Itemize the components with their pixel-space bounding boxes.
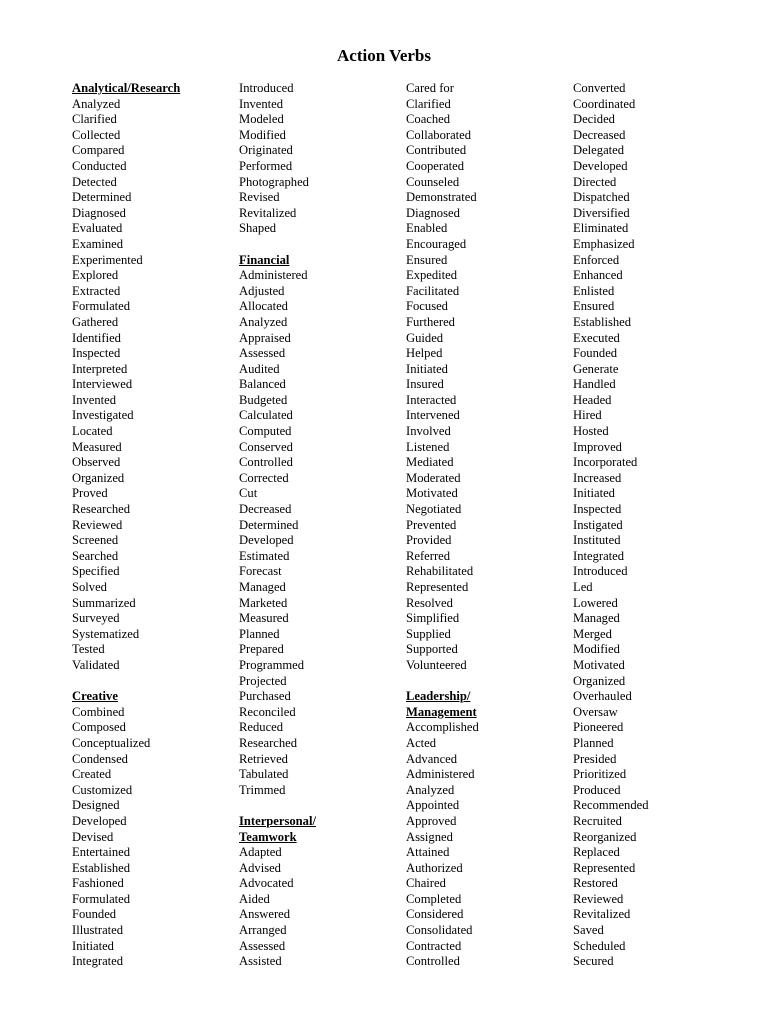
verb-item: Enlisted [573, 283, 615, 298]
verb-item: Completed [406, 891, 462, 906]
verb-item: Represented [573, 860, 636, 875]
verb-item: Consolidated [406, 923, 473, 938]
verb-item: Solved [72, 580, 107, 594]
verb-item: Initiated [573, 486, 615, 501]
verb-item: Revitalized [573, 907, 631, 922]
verb-item: Chaired [406, 876, 446, 891]
verb-item: Modeled [239, 112, 284, 127]
section-spacer [239, 798, 414, 814]
verb-item: Ensured [573, 299, 615, 314]
verb-item: Enabled [406, 221, 448, 236]
verb-item: Enhanced [573, 268, 623, 283]
verb-item: Demonstrated [406, 190, 477, 205]
section-heading: Teamwork [239, 829, 297, 844]
verb-item: Summarized [72, 595, 136, 610]
verb-item: Forecast [239, 564, 282, 579]
verb-item: Illustrated [72, 923, 124, 938]
verb-item: Searched [72, 548, 119, 563]
verb-item: Furthered [406, 314, 455, 329]
verb-item: Prepared [239, 642, 284, 657]
verb-item: Volunteered [406, 657, 467, 672]
verb-item: Planned [573, 735, 614, 750]
verb-item: Examined [72, 236, 124, 251]
verb-item: Advised [239, 860, 281, 875]
section-heading: Leadership/ [406, 689, 471, 704]
verb-item: Tested [72, 642, 105, 657]
verb-item: Administered [239, 268, 308, 283]
verb-item: Generate [573, 361, 619, 376]
verb-item: Scheduled [573, 938, 626, 953]
verb-item: Improved [573, 439, 622, 454]
verb-item: Projected [239, 673, 287, 688]
verb-item: Decreased [573, 127, 626, 142]
verb-item: Entertained [72, 845, 131, 860]
verb-item: Incorporated [573, 455, 638, 470]
verb-item: Located [72, 424, 113, 439]
verb-item: Researched [72, 502, 131, 517]
section-heading: Creative [72, 689, 118, 704]
verb-item: Introduced [239, 81, 294, 95]
verb-item: Moderated [406, 470, 461, 485]
verb-item: Executed [573, 330, 620, 345]
verb-item: Programmed [239, 657, 305, 672]
verb-item: Analyzed [239, 314, 288, 329]
verb-item: Overhauled [573, 689, 632, 704]
verb-item: Purchased [239, 689, 291, 704]
verb-item: Cared for [406, 81, 454, 95]
verb-item: Handled [573, 377, 616, 392]
verb-item: Controlled [239, 455, 293, 470]
verb-item: Determined [239, 517, 299, 532]
verb-item: Focused [406, 299, 448, 314]
verb-item: Controlled [406, 954, 460, 969]
verb-item: Founded [72, 907, 117, 922]
verb-item: Identified [72, 330, 121, 345]
verb-item: Photographed [239, 174, 309, 189]
verb-item: Converted [573, 81, 626, 95]
verb-item: Appraised [239, 330, 291, 345]
verb-item: Hired [573, 408, 602, 423]
verb-item: Diagnosed [72, 205, 126, 220]
verb-item: Assessed [239, 938, 286, 953]
verb-item: Decreased [239, 502, 292, 517]
verb-item: Mediated [406, 455, 454, 470]
verb-item: Adapted [239, 845, 282, 860]
verb-item: Initiated [406, 361, 448, 376]
verb-item: Contracted [406, 938, 462, 953]
verb-item: Cooperated [406, 158, 465, 173]
verb-item: Clarified [72, 112, 117, 127]
verb-item: Headed [573, 392, 612, 407]
verb-item: Clarified [406, 96, 451, 111]
verb-item: Shaped [239, 221, 277, 236]
verb-item: Observed [72, 455, 121, 470]
verb-item: Supported [406, 642, 458, 657]
verb-item: Motivated [406, 486, 458, 501]
verb-item: Provided [406, 533, 452, 548]
verb-item: Prioritized [573, 767, 627, 782]
verb-item: Coached [406, 112, 451, 127]
verb-item: Simplified [406, 611, 460, 626]
section-spacer [72, 674, 247, 690]
verb-item: Involved [406, 424, 451, 439]
verb-item: Eliminated [573, 221, 629, 236]
verb-item: Balanced [239, 377, 286, 392]
verb-item: Cut [239, 486, 258, 501]
verb-item: Calculated [239, 408, 293, 423]
verb-item: Analyzed [72, 96, 121, 111]
verb-item: Integrated [573, 548, 625, 563]
verb-item: Validated [72, 657, 120, 672]
verb-item: Advocated [239, 876, 294, 891]
verb-item: Fashioned [72, 876, 124, 891]
verb-item: Pioneered [573, 720, 624, 735]
verb-item: Developed [239, 533, 294, 548]
verb-item: Produced [573, 782, 621, 797]
verb-item: Evaluated [72, 221, 123, 236]
verb-item: Explored [72, 268, 119, 283]
verb-item: Enforced [573, 252, 620, 267]
verb-item: Diversified [573, 205, 630, 220]
verb-column-2 [239, 81, 414, 970]
verb-item: Planned [239, 626, 280, 641]
verb-item: Tabulated [239, 767, 289, 782]
verb-item: Interviewed [72, 377, 133, 392]
verb-item: Invented [239, 96, 284, 111]
verb-item: Devised [72, 829, 114, 844]
verb-item: Inspected [573, 502, 622, 517]
verb-item: Screened [72, 533, 119, 548]
verb-item: Conducted [72, 158, 127, 173]
verb-item: Recommended [573, 798, 649, 813]
verb-item: Intervened [406, 408, 460, 423]
verb-item: Surveyed [72, 611, 120, 626]
verb-item: Delegated [573, 143, 625, 158]
verb-item: Approved [406, 813, 457, 828]
verb-item: Dispatched [573, 190, 630, 205]
verb-item: Combined [72, 704, 125, 719]
verb-item: Introduced [573, 564, 628, 579]
verb-item: Attained [406, 845, 450, 860]
verb-item: Administered [406, 767, 475, 782]
verb-item: Modified [573, 642, 620, 657]
verb-item: Negotiated [406, 502, 462, 517]
verb-item: Instigated [573, 517, 623, 532]
verb-item: Instituted [573, 533, 621, 548]
verb-item: Motivated [573, 657, 625, 672]
section-spacer [406, 674, 581, 690]
verb-item: Retrieved [239, 751, 288, 766]
verb-item: Extracted [72, 283, 121, 298]
verb-item: Coordinated [573, 96, 636, 111]
verb-item: Estimated [239, 548, 290, 563]
verb-item: Arranged [239, 923, 287, 938]
verb-item: Helped [406, 346, 443, 361]
verb-item: Replaced [573, 845, 620, 860]
verb-column-3 [406, 81, 581, 970]
verb-item: Represented [406, 580, 469, 594]
verb-item: Reconciled [239, 704, 296, 719]
verb-item: Analyzed [406, 782, 455, 797]
verb-item: Accomplished [406, 720, 479, 735]
verb-item: Secured [573, 954, 614, 969]
verb-item: Aided [239, 891, 270, 906]
section-heading: Management [406, 704, 477, 719]
verb-item: Directed [573, 174, 617, 189]
verb-item: Adjusted [239, 283, 285, 298]
verb-item: Trimmed [239, 782, 286, 797]
verb-item: Merged [573, 626, 612, 641]
verb-item: Restored [573, 876, 618, 891]
verb-item: Conceptualized [72, 735, 151, 750]
verb-item: Prevented [406, 517, 457, 532]
verb-item: Proved [72, 486, 108, 501]
verb-item: Revised [239, 190, 280, 205]
verb-item: Recruited [573, 813, 622, 828]
verb-item: Led [573, 580, 593, 594]
verb-item: Reorganized [573, 829, 637, 844]
verb-item: Originated [239, 143, 293, 158]
verb-item: Invented [72, 392, 117, 407]
verb-item: Presided [573, 751, 617, 766]
verb-column-1 [72, 81, 247, 970]
verb-item: Conserved [239, 439, 293, 454]
section-spacer [239, 237, 414, 253]
verb-item: Organized [573, 673, 626, 688]
verb-item: Authorized [406, 860, 463, 875]
verb-item: Reduced [239, 720, 284, 735]
verb-item: Experimented [72, 252, 143, 267]
verb-item: Specified [72, 564, 120, 579]
verb-item: Assigned [406, 829, 453, 844]
section-heading: Analytical/Research [72, 81, 181, 95]
verb-item: Ensured [406, 252, 448, 267]
verb-item: Modified [239, 127, 286, 142]
verb-item: Listened [406, 439, 450, 454]
verb-item: Insured [406, 377, 444, 392]
verb-item: Measured [239, 611, 289, 626]
verb-item: Developed [573, 158, 628, 173]
verb-item: Emphasized [573, 236, 635, 251]
verb-item: Collaborated [406, 127, 472, 142]
verb-item: Facilitated [406, 283, 460, 298]
verb-item: Answered [239, 907, 291, 922]
verb-item: Established [573, 314, 632, 329]
verb-item: Saved [573, 923, 604, 938]
verb-item: Decided [573, 112, 615, 127]
verb-item: Advanced [406, 751, 458, 766]
verb-item: Audited [239, 361, 280, 376]
verb-item: Investigated [72, 408, 134, 423]
verb-item: Established [72, 860, 131, 875]
verb-item: Acted [406, 735, 437, 750]
verb-item: Rehabilitated [406, 564, 474, 579]
verb-item: Created [72, 767, 112, 782]
verb-item: Founded [573, 346, 618, 361]
verb-item: Detected [72, 174, 117, 189]
verb-item: Organized [72, 470, 125, 485]
verb-item: Systematized [72, 626, 140, 641]
verb-item: Managed [239, 580, 286, 594]
verb-item: Condensed [72, 751, 128, 766]
verb-item: Appointed [406, 798, 460, 813]
verb-item: Performed [239, 158, 293, 173]
verb-item: Contributed [406, 143, 467, 158]
section-heading: Interpersonal/ [239, 813, 316, 828]
verb-item: Increased [573, 470, 622, 485]
verb-item: Expedited [406, 268, 458, 283]
verb-item: Formulated [72, 299, 131, 314]
page-title: Action Verbs [337, 46, 431, 65]
verb-item: Composed [72, 720, 126, 735]
verb-item: Reviewed [573, 891, 624, 906]
section-heading: Financial [239, 252, 290, 267]
verb-item: Marketed [239, 595, 288, 610]
verb-item: Computed [239, 424, 292, 439]
verb-item: Resolved [406, 595, 453, 610]
verb-item: Researched [239, 735, 298, 750]
verb-item: Lowered [573, 595, 618, 610]
verb-item: Formulated [72, 891, 131, 906]
verb-item: Guided [406, 330, 444, 345]
verb-item: Managed [573, 611, 620, 626]
verb-item: Counseled [406, 174, 460, 189]
verb-item: Measured [72, 439, 122, 454]
verb-item: Budgeted [239, 392, 288, 407]
verb-item: Interpreted [72, 361, 128, 376]
verb-item: Revitalized [239, 205, 297, 220]
verb-item: Integrated [72, 954, 124, 969]
verb-item: Assisted [239, 954, 282, 969]
verb-column-4 [573, 81, 748, 970]
verb-item: Developed [72, 813, 127, 828]
verb-item: Assessed [239, 346, 286, 361]
verb-item: Determined [72, 190, 132, 205]
verb-item: Referred [406, 548, 451, 563]
verb-item: Gathered [72, 314, 119, 329]
verb-item: Supplied [406, 626, 451, 641]
verb-item: Reviewed [72, 517, 123, 532]
verb-item: Diagnosed [406, 205, 460, 220]
verb-item: Allocated [239, 299, 288, 314]
verb-item: Compared [72, 143, 125, 158]
verb-item: Inspected [72, 346, 121, 361]
verb-item: Designed [72, 798, 120, 813]
verb-item: Hosted [573, 424, 609, 439]
verb-item: Interacted [406, 392, 457, 407]
verb-item: Oversaw [573, 704, 618, 719]
verb-item: Initiated [72, 938, 114, 953]
verb-item: Encouraged [406, 236, 467, 251]
verb-item: Corrected [239, 470, 289, 485]
verb-item: Customized [72, 782, 133, 797]
verb-item: Considered [406, 907, 464, 922]
verb-item: Collected [72, 127, 121, 142]
